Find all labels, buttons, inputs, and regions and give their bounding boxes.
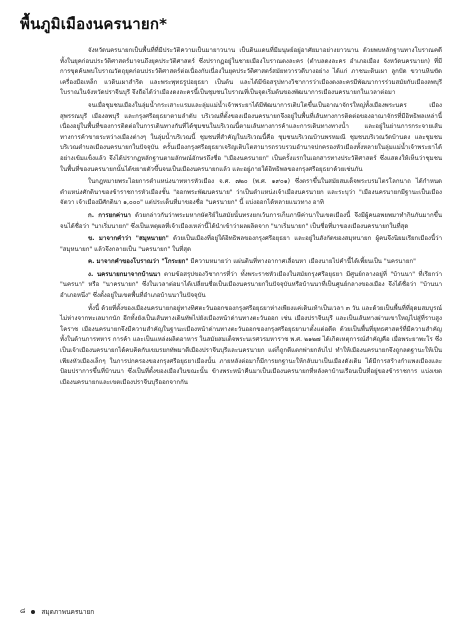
paragraph-history: จนเมื่อชุมชนเมืองในลุ่มน้ำกระเสาะแรมและลุ่มแม่น้ำเจ้าพระยาได้มีพัฒนาการเติบโตขึ้นเป็นอาณาจักรใหญ่ทั้งเมืองพระนคร เมืองสุพรรณบุรี เมืองลพบุรี และกรุงศรีอยุธยาตามลำดับ บริเวณที่ตั้งของเมืองนครนายกจึงอยู่ในพื้นที่เส้นทางการติดต่อของอาณาจักรที่มีอิทธิพลเหล่านี้ เนื่องอยู่ในพื้นที่ของการติดต่อในการเดินทางกันที่ได้ชุมชนในบริเวณนี้ตามเส้นทางการค้าและการเดินทางทางน้ำ และอยู่ในย่านการกระจายเส้นทางการค้าขายระหว่างเมืองต่างๆ ในลุ่มน้ำบริเวณนี้ ชุมชนที่สำคัญในบริเวณนี้คือ ชุมชนบริเวณบ้านพรหมณี ชุมชนบริเวณวัดบ้านดง และชุมชนบริเวณตำบลเมืองนครนายกในปัจจุบัน ครั้นเมืองกรุงศรีอยุธยาเจริญเติบโตสามารถรวบรวมอำนาจปกครองหัวเมืองทั้งหลายในลุ่มแม่น้ำเจ้าพระยาได้อย่างเข้มแข็งแล้ว จึงได้ปรากฏหลักฐานตามลักษณ์อักษรถึงชื่อ "เมืองนครนายก" เป็นครั้งแรกในเอกสารทางประวัติศาสตร์ ซึ่งแสดงให้เห็นว่าชุมชนในพื้นที่ของนครนายกนั้นได้ขยายตัวขึ้นจนเป็นเมืองนครนายกแล้ว และอยู่ภายใต้อิทธิพลของกรุงศรีอยุธยาด้วยเช่นกัน xyxy=(60,101,442,173)
theory-c-text: มีความหมายว่า แผ่นดินที่ทางอากาศเลื่อนหา เมืองนายไปคำนี้ได้เพี้ยนเป็น "นครนายก" xyxy=(188,258,416,266)
page-number: ๘ xyxy=(20,607,26,615)
article-body xyxy=(60,46,442,388)
paragraph-intro: จังหวัดนครนายกเป็นพื้นที่ที่มีประวัติความเป็นมายาวนาน เป็นดินแดนที่มีมนุษย์อยู่อาศัยมาอย่างยาวนาน ด้วยพบหลักฐานทางโบราณคดีทั้งในยุคก่อนประวัติศาสตร์มาจนถึงยุคประวัติศาสตร์ ซึ่งปรากฏอยู่ในชายเมืองโบราณดงละคร (ตำบลดงละคร อำเภอเมือง จังหวัดนครนายก) ที่มีการขุดค้นพบโบราณวัตถุยุคก่อนประวัติศาสตร์ต่อเนื่องกับเนื่องในยุคประวัติศาสตร์สมัยทวารวดีบางอย่าง ได้แก่ ภาชนะดินเผา ลูกปัด ขวานหินขัด เครื่องมือเหล็ก แวดินเผาสำริด และพระพุทธรูปอยุธยา เป็นต้น และได้มีข้อสรุปทางวิชาการว่าเมืองดงละครมีพัฒนาการร่วมสมัยกับเมืองลพบุรีโบราณในจังหวัดปราจีนบุรี จึงถือได้ว่าเมืองดงละครนี้เป็นชุมชนโบราณที่เป็นจุดเริ่มต้นของพัฒนาการเมืองนครนายกในเวลาต่อมา xyxy=(60,47,442,97)
paragraph-theory-a xyxy=(60,211,442,232)
theory-c-lead: ค. มาจากคำของโบราณว่า "โกระยก" xyxy=(88,258,189,266)
paragraph-strategic: ทั้งนี้ ด้วยที่ตั้งของเมืองนครนายกอยู่ทางทิศตะวันออกของกรุงศรีอยุธยาห่างเพียงแค่เดินเท้าเป็นเวลา ๓ วัน และด้วยเป็นพื้นที่ที่อุดมสมบูรณ์ไม่ห่างจากทะเลมากนัก อีกทั้งยังเป็นเส้นทางเดินทัพไปยังเมืองหน้าด่านทางตะวันออก เช่น เมืองปราจีนบุรี และเป็นเส้นทางผ่านเขาใหญ่ไปสู่ที่ราบสูงโคราช เมืองนครนายกจึงมีความสำคัญในฐานะเมืองหน้าด่านทางตะวันออกของกรุงศรีอยุธยามาตั้งแต่อดีต ด้วยเป็นพื้นที่ยุทธศาสตร์ที่มีความสำคัญทั้งในด้านการทหาร การค้า และเป็นแหล่งผลิตอาหาร ในสมัยสมเด็จพระนเรศวรมหาราช พ.ศ. ๒๑๒๗ ได้เกิดเหตุการณ์สำคัญคือ เมื่อพระยาพะโร ซึ่งเป็นเจ้าเมืองนครนายกได้คบคิดกับเขมรยกทัพมาตีเมืองปราจีนบุรีและนครนายก แต่ก็ถูกตีแตกพ่ายกลับไป ทำให้เมืองนครนายกจึงถูกลดฐานะให้เป็นเพียงหัวเมืองเล็กๆ ในการปกครองของกรุงศรีอยุธยาเมืองนั้น ภายหลังต่อมาก็มีการยกฐานะให้กลับมาเป็นเมืองดังเดิม ได้มีการสร้างกำแพงเมืองและป้อมปราการขึ้นที่บ้านนา ซึ่งเป็นที่ตั้งของเมืองในขณะนั้น ข้างพระหน้าคืนมาเป็นเมืองนครนายกที่หลังคาบ้านเรือนเป็นที่อยู่ของข้าราชการ แบ่งเขตเมืองนครนายกและเขตเมืองปราจีนบุรีออกจากกัน xyxy=(60,304,442,386)
page-footer xyxy=(20,606,94,617)
paragraph-theory-d xyxy=(60,270,442,302)
theory-a-lead: ก. การยกค่านา xyxy=(88,211,131,219)
paragraph-theory-c xyxy=(60,257,442,268)
book-title: สมุดภาพนครนายก xyxy=(41,607,95,616)
paragraph-theory-b xyxy=(60,234,442,255)
theory-d-text: ตามข้อสรุปของวิชาการที่ว่า ทั้งพระราชหัวเมืองในสมัยกรุงศรีอยุธยา มีศูนย์กลางอยู่ที่ "บ้านนา" ที่เรียกว่า "นครนา" หรือ "นาครนายก" ซึ่งในเวลาต่อมาได้เปลี่ยนชื่อเป็นเมืองนครนายกในปัจจุบันหรือบ้านนาที่เป็นศูนย์กลางของเมือง จึงได้ชื่อว่า "บ้านนาอำเภอหนึ่ง" ซึ่งตั้งอยู่ในเขตพื้นที่อำเภอบ้านนาในปัจจุบัน xyxy=(60,270,442,300)
theory-a-text: ด้วยกล่าวกันว่าพระมหากษัตริย์ในสมัยนั้นทรงยกเว้นการเก็บภาษีค่านาในเขตเมืองนี้ จึงมีผู้คนอพยพมาทำกินกันมากขึ้น จนได้ชื่อว่า "นาเริ่มนายก" ซึ่งเป็นเหตุผลที่เจ้าเมืองเหล่านี้ได้นำเข้าว่าผลผลิตจาก "นาเริ่มนายก" เป็นชื่อที่มาของเมืองนครนายกในที่สุด xyxy=(60,211,443,230)
bullet-icon xyxy=(31,610,35,614)
theory-d-lead: ง. นครนายกมาจากบ้านนา xyxy=(88,270,161,278)
theory-b-lead: ข. มาจากคำว่า "สมุหนายก" xyxy=(88,235,169,243)
paragraph-law: ในกฎหมายพระไอยการตำแหน่งนาทหารหัวเมือง จ.ศ. ๗๒๐ (พ.ศ. ๑๙๐๑) ซึ่งตราขึ้นในสมัยสมเด็จพระบรมไตรโลกนาถ ได้กำหนดตำแหน่งศักดินาของข้าราชการหัวเมืองชั้น "ออกพระพัฒนครนาย" ว่าเป็นตำแหน่งเจ้าเมืองนครนายก และระบุว่า "เมืองนครนายกมีฐานะเป็นเมืองจัตวา เจ้าเมืองมีศักดินา ๑,๐๐๐" แต่ประเด็นที่มาของชื่อ "นครนายก" นี้ แบ่งออกได้หลายแนวทาง อาทิ xyxy=(60,178,442,207)
page-title: พื้นภูมิเมืองนครนายก* xyxy=(20,15,168,33)
theory-b-text: ด้วยเป็นเมืองที่อยู่ใต้อิทธิพลของกรุงศรีอยุธยา และอยู่ในสังกัดของสมุหนายก ผู้คนจึงนิยมเรียกเมืองนี้ว่า "สมุหนายก" แล้วจึงกลายเป็น "นครนายก" ในที่สุด xyxy=(60,235,442,253)
